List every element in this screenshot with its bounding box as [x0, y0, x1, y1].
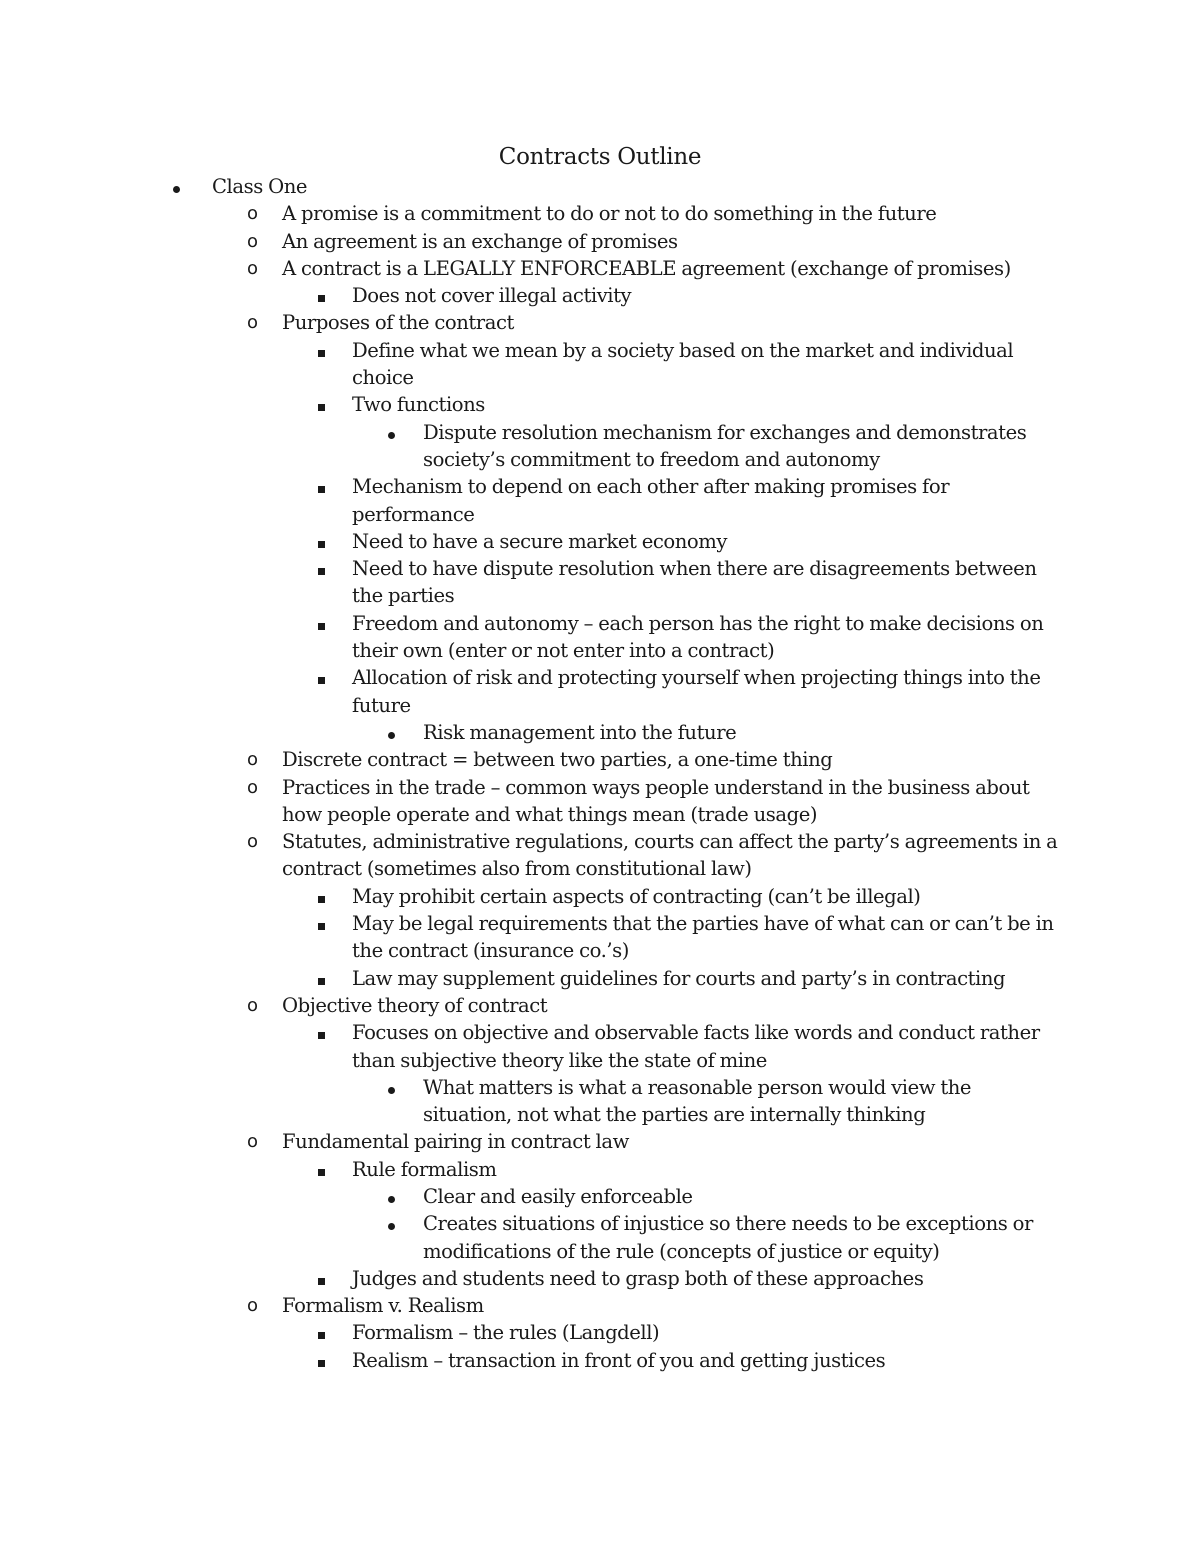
outline-item-level-3 — [0, 664, 1200, 719]
bullet-square-icon — [318, 1156, 325, 1183]
bullet-square-icon — [318, 282, 325, 309]
outline-item-text: Focuses on objective and observable facts like words and conduct rather than subjective theory like the state of mine — [352, 1021, 1040, 1072]
outline-item-text: May be legal requirements that the parties have of what can or can’t be in the contract (insurance co.’s) — [352, 912, 1054, 963]
outline-item-text: Freedom and autonomy – each person has the right to make decisions on their own (enter or not enter into a contract) — [352, 611, 1044, 663]
outline-item-text: An agreement is an exchange of promises — [282, 229, 678, 253]
bullet-square-icon — [318, 555, 325, 582]
outline-item-level-3 — [0, 282, 1200, 309]
bullet-square-icon — [318, 1019, 325, 1046]
bullet-square-icon — [318, 664, 325, 691]
outline-item-text: Dispute resolution mechanism for exchanges and demonstrates society’s commitment to freedom and autonomy — [423, 420, 1027, 471]
bullet-dot-icon — [388, 419, 395, 446]
outline-item-level-3 — [0, 555, 1200, 610]
document-title: Contracts Outline — [498, 144, 702, 170]
bullet-square-icon — [318, 610, 325, 637]
outline-item-level-3 — [0, 528, 1200, 555]
outline-item-level-1 — [0, 173, 1200, 200]
outline-item-level-2 — [0, 746, 1200, 773]
outline-item-text: Define what we mean by a society based on the market and individual choice — [352, 338, 1014, 390]
outline-item-level-2 — [0, 228, 1200, 255]
outline-item-text: Does not cover illegal activity — [352, 284, 632, 308]
outline-item-text: Formalism v. Realism — [282, 1294, 484, 1318]
bullet-dot-icon — [388, 1210, 395, 1237]
outline-item-text: Practices in the trade – common ways people understand in the business about how people operate and what things mean (trade usage) — [282, 775, 1030, 826]
outline-item-text: Need to have a secure market economy — [352, 529, 727, 553]
bullet-circle-icon: o — [247, 230, 258, 252]
outline-item-text: Creates situations of injustice so there needs to be exceptions or modifications of the rule (concepts of justice or equity) — [423, 1212, 1033, 1263]
outline-item-text: Realism – transaction in front of you and getting justices — [352, 1348, 886, 1372]
bullet-square-icon — [318, 1265, 325, 1292]
bullet-square-icon — [318, 965, 325, 992]
outline-item-level-4 — [0, 1074, 1200, 1129]
bullet-square-icon — [318, 473, 325, 500]
outline-item-text: Law may supplement guidelines for courts and party’s in contracting — [352, 966, 1006, 990]
outline-item-level-3 — [0, 910, 1200, 965]
outline-item-level-3 — [0, 391, 1200, 418]
outline-item-text: Need to have dispute resolution when there are disagreements between the parties — [352, 557, 1037, 608]
outline-item-text: A contract is a LEGALLY ENFORCEABLE agreement (exchange of promises) — [282, 256, 1011, 280]
bullet-square-icon — [318, 391, 325, 418]
outline-item-text: Statutes, administrative regulations, courts can affect the party’s agreements in a contract (sometimes also from constitutional law) — [282, 830, 1058, 881]
bullet-circle-icon: o — [247, 257, 258, 279]
outline-item-level-3 — [0, 1019, 1200, 1074]
bullet-circle-icon: o — [247, 994, 258, 1016]
outline-item-text: Purposes of the contract — [282, 311, 514, 335]
bullet-square-icon — [318, 337, 325, 364]
bullet-square-icon — [318, 1347, 325, 1374]
outline-item-level-3 — [0, 1265, 1200, 1292]
outline-item-text: Objective theory of contract — [282, 993, 548, 1017]
outline-item-text: A promise is a commitment to do or not to do something in the future — [282, 202, 937, 226]
outline-item-level-4 — [0, 1183, 1200, 1210]
outline-item-level-4 — [0, 1210, 1200, 1265]
bullet-dot-icon — [388, 1183, 395, 1210]
outline-item-text: Discrete contract = between two parties, a one-time thing — [282, 748, 833, 772]
outline-item-level-3 — [0, 1156, 1200, 1183]
bullet-square-icon — [318, 910, 325, 937]
bullet-dot-icon — [388, 719, 395, 746]
outline-item-level-3 — [0, 883, 1200, 910]
bullet-circle-icon: o — [247, 749, 258, 771]
bullet-circle-icon: o — [247, 1131, 258, 1153]
outline-item-text: May prohibit certain aspects of contracting (can’t be illegal) — [352, 884, 921, 908]
bullet-circle-icon: o — [247, 776, 258, 798]
bullet-circle-icon: o — [247, 312, 258, 334]
bullet-square-icon — [318, 528, 325, 555]
outline-list — [0, 173, 1200, 1374]
outline-item-text: Allocation of risk and protecting yourself when projecting things into the future — [352, 666, 1041, 717]
bullet-circle-icon: o — [247, 1295, 258, 1317]
outline-item-level-4 — [0, 719, 1200, 746]
outline-item-level-2 — [0, 309, 1200, 336]
outline-item-level-2 — [0, 992, 1200, 1019]
outline-item-level-3 — [0, 1347, 1200, 1374]
outline-item-level-2 — [0, 774, 1200, 829]
outline-item-level-3 — [0, 610, 1200, 665]
outline-item-text: Formalism – the rules (Langdell) — [352, 1321, 660, 1345]
outline-item-level-2 — [0, 1128, 1200, 1155]
outline-item-level-2 — [0, 1292, 1200, 1319]
bullet-square-icon — [318, 883, 325, 910]
outline-item-text: Fundamental pairing in contract law — [282, 1130, 629, 1154]
outline-item-text: What matters is what a reasonable person would view the situation, not what the parties are internally thinking — [423, 1075, 972, 1127]
outline-item-text: Class One — [212, 175, 308, 198]
outline-item-level-3 — [0, 965, 1200, 992]
bullet-dot-icon — [173, 173, 180, 200]
outline-item-level-2 — [0, 200, 1200, 227]
outline-item-level-4 — [0, 419, 1200, 474]
outline-item-text: Risk management into the future — [423, 720, 737, 744]
outline-item-text: Judges and students need to grasp both of these approaches — [352, 1266, 924, 1290]
outline-item-level-3 — [0, 1319, 1200, 1346]
outline-item-level-2 — [0, 828, 1200, 883]
outline-item-level-3 — [0, 473, 1200, 528]
bullet-square-icon — [318, 1319, 325, 1346]
outline-item-level-3 — [0, 337, 1200, 392]
outline-item-text: Two functions — [352, 393, 485, 417]
outline-item-text: Clear and easily enforceable — [423, 1184, 693, 1208]
outline-item-text: Rule formalism — [352, 1157, 497, 1181]
bullet-circle-icon: o — [247, 831, 258, 853]
bullet-circle-icon: o — [247, 203, 258, 225]
bullet-dot-icon — [388, 1074, 395, 1101]
outline-item-level-2 — [0, 255, 1200, 282]
outline-item-text: Mechanism to depend on each other after making promises for performance — [352, 475, 950, 526]
